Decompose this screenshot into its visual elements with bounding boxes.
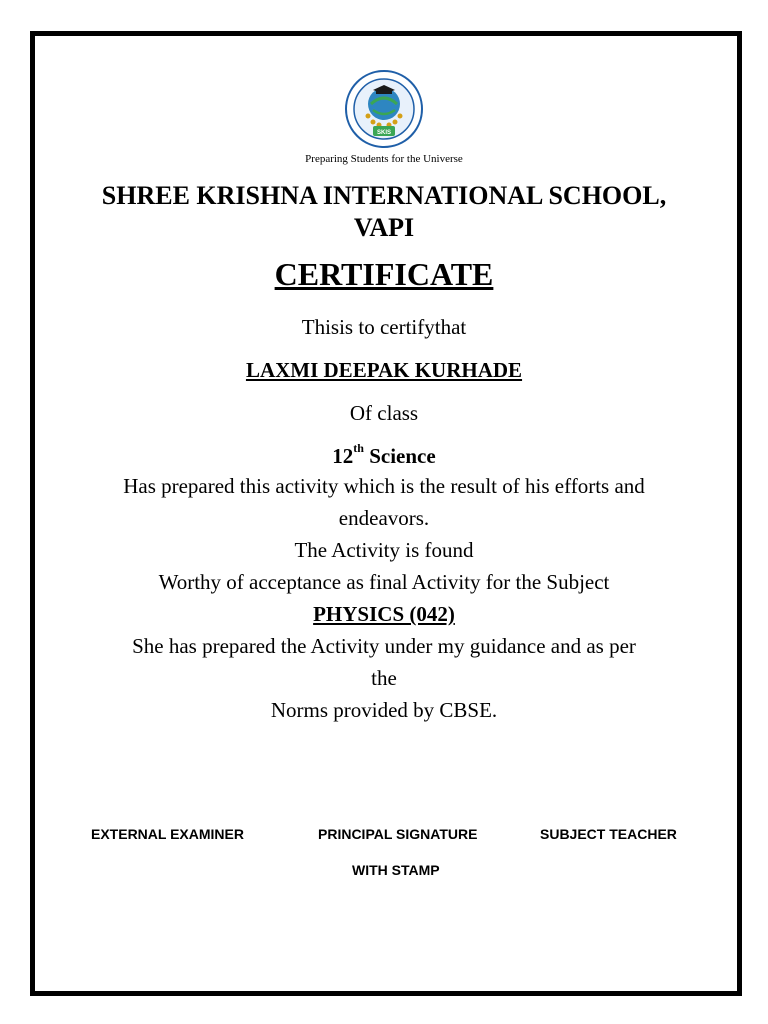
body-line-4: Worthy of acceptance as final Activity for the Subject	[158, 570, 610, 594]
body-line-7: Norms provided by CBSE.	[270, 698, 498, 722]
of-class-label: Of class	[349, 401, 419, 425]
certificate-body	[60, 470, 708, 726]
class-number: 12	[332, 444, 354, 468]
certify-intro: Thisis to certifythat	[301, 315, 467, 339]
body-line-5: She has prepared the Activity under my guidance and as per	[132, 634, 636, 658]
external-examiner-label: EXTERNAL EXAMINER	[91, 826, 244, 842]
principal-signature-label: PRINCIPAL SIGNATURE	[318, 826, 478, 842]
subject-name: PHYSICS (042)	[313, 602, 455, 626]
body-line-2: endeavors.	[338, 506, 430, 530]
certificate-title: CERTIFICATE	[274, 256, 494, 292]
body-line-1: Has prepared this activity which is the result of his efforts and	[123, 474, 645, 498]
school-logo	[0, 68, 768, 165]
school-name-line2: VAPI	[353, 213, 415, 242]
body-line-3: The Activity is found	[294, 538, 474, 562]
school-name-line1: SHREE KRISHNA INTERNATIONAL SCHOOL,	[101, 181, 667, 210]
logo-tagline: Preparing Students for the Universe	[305, 153, 463, 165]
school-name	[60, 180, 708, 244]
student-name: LAXMI DEEPAK KURHADE	[245, 358, 523, 382]
class-stream: Science	[363, 444, 436, 468]
body-line-6: the	[371, 666, 397, 690]
emblem-text: SKIS	[376, 130, 392, 136]
principal-stamp-label: WITH STAMP	[352, 862, 440, 878]
school-emblem-icon	[343, 68, 425, 150]
class-suffix: th	[353, 441, 364, 455]
student-class	[60, 440, 708, 472]
subject-teacher-label: SUBJECT TEACHER	[540, 826, 677, 842]
